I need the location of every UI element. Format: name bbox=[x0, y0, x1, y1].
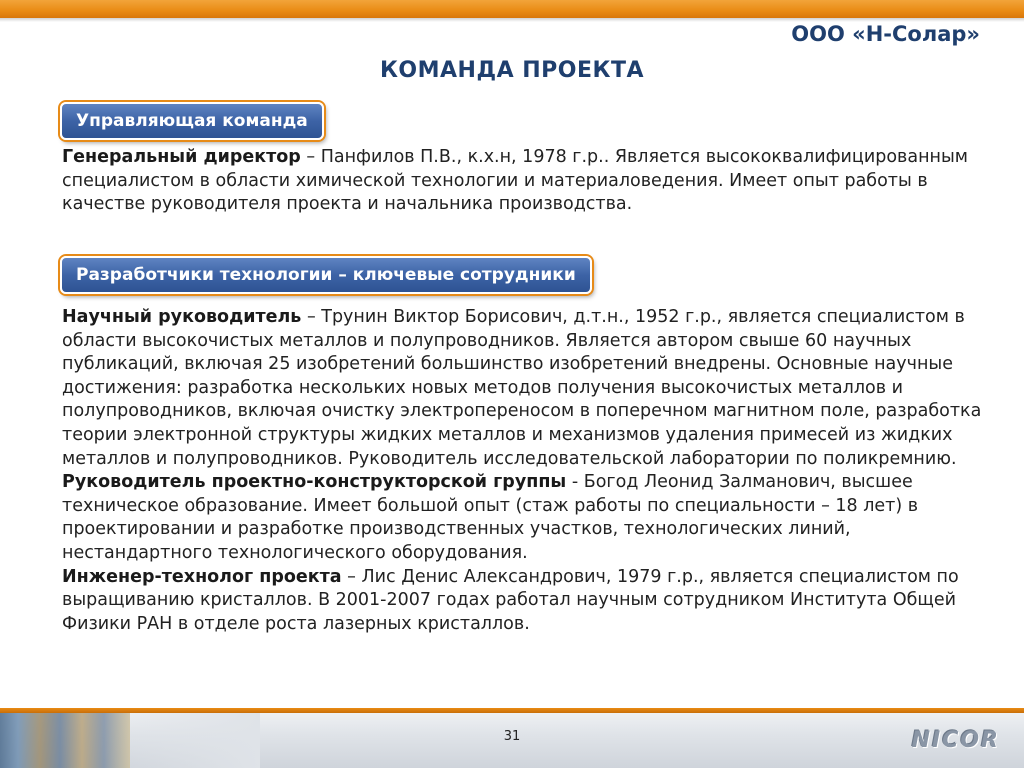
role-scientific-lead: Научный руководитель bbox=[62, 307, 302, 327]
entry-scientific-lead bbox=[62, 306, 992, 471]
page-number: 31 bbox=[503, 729, 521, 744]
developers-paragraph bbox=[62, 306, 992, 636]
entry-design-group-lead bbox=[62, 471, 992, 565]
section-heading-developers: Разработчики технологии – ключевые сотрудники bbox=[60, 256, 592, 294]
role-design-group-lead: Руководитель проектно-конструкторской группы bbox=[62, 472, 567, 493]
role-general-director: Генеральный директор bbox=[62, 147, 301, 167]
design-group-lead-text: - Богод Леонид Залманович, высшее техническое образование. Имеет большой опыт (стаж работы по специальности – 18 лет) в проектировании и разработке производственных участков, технологических линий, нестандартного технологического оборудования. bbox=[62, 472, 919, 563]
general-director-text: – Панфилов П.В., к.х.н, 1978 г.р.. Является высококвалифицированным специалистом в области химической технологии и материаловедения. Имеет опыт работы в качестве руководителя проекта и начальника производства. bbox=[62, 147, 968, 215]
management-paragraph bbox=[62, 146, 992, 217]
company-name: ООО «Н-Солар» bbox=[791, 22, 980, 46]
scientific-lead-text: – Трунин Виктор Борисович, д.т.н., 1952 г.р., является специалистом в области высокочистых металлов и полупроводников. Является автором свыше 60 научных публикаций, включая 25 изобретений большинство изобретений внедрены. Основные научные достижения: разработка нескольких новых методов получения высокочистых металлов и полупроводников, включая очистку электропереносом в поперечном магнитном поле, разработка теории электронной структуры жидких металлов и механизмов удаления примесей из жидких металлов и полупроводников. Руководитель исследовательской лаборатории по поликремнию. bbox=[62, 307, 982, 469]
role-process-engineer: Инженер-технолог проекта bbox=[62, 566, 342, 587]
entry-process-engineer bbox=[62, 566, 992, 637]
process-engineer-text: – Лис Денис Александрович, 1979 г.р., является специалистом по выращиванию кристаллов. В 2001-2007 годах работал научным сотрудником Института Общей Физики РАН в отделе роста лазерных кристаллов. bbox=[62, 566, 959, 634]
top-orange-band bbox=[0, 0, 1024, 18]
section-heading-management: Управляющая команда bbox=[60, 102, 324, 140]
page-title: КОМАНДА ПРОЕКТА bbox=[379, 58, 645, 83]
nicor-logo: NICOR bbox=[911, 728, 1000, 753]
